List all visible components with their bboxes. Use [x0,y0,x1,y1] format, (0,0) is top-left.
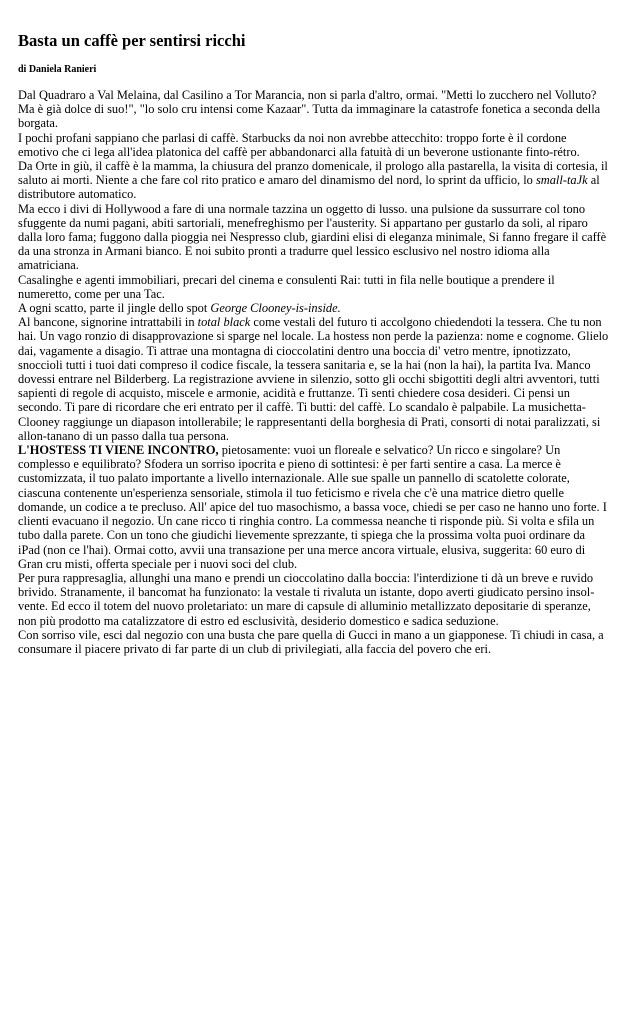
article-paragraph [18,88,610,131]
article-paragraph [18,443,610,571]
article-paragraph [18,628,610,656]
article-title: Basta un caffè per sentirsi ricchi [18,31,246,50]
italic-text: small-taJk [535,173,588,188]
article-paragraph [18,131,610,159]
paragraph-text: Al bancone, signorine intrattabili in [18,315,198,330]
paragraph-text: Con sorriso vile, esci dal negozio con una busta che pare quella di Gucci in mano a un giapponese. Ti chiudi in casa, a consumare il piacere privato di far parte di un club di privilegiati, alla faccia del povero che eri. [18,627,604,656]
paragraph-text: al distributore automatico. [18,173,600,202]
italic-text: total black [197,315,251,330]
article-paragraph [18,315,610,443]
article-paragraph [18,301,610,315]
article-body [18,88,610,656]
paragraph-text: Per pura rappresaglia, allunghi una mano e prendi un cioccolatino dalla boccia: l'interdizione ti dà un breve e ruvido brivido. Stranamente, il bancomat ha funzionato: la vestale ti rivaluta un istante, dopo averti giudicato persino insol-vente. Ed ecco il totem del nuovo proletariato: un mare di capsule di alluminio metallizzato depositarie di speranze, non più prodotto ma catalizzatore di estro ed esclusività, desiderio domestico e sadica seduzione. [18,570,595,628]
article-paragraph [18,202,610,273]
italic-text: George Clooney-is-inside. [210,301,341,316]
paragraph-text: pietosamente: vuoi un floreale e selvatico? Un ricco e singolare? Un complesso e equilibrato? Sfodera un sorriso ipocrita e pieno di sottintesi: è per farti sentire a casa. La merce è customizzata, il tuo palato importante a livello internazionale. Alle sue spalle un pannello di scatolette colorate, ciascuna contenente un'esperienza sensoriale, stimola il tuo feticismo e rivela che c'è una matrice dietro quelle domande, un codice a te precluso. All' apice del tuo masochismo, a bassa voce, chiedi se per caso ne hanno uno forte. I clienti evacuano il negozio. Un cane ricco ti ringhia contro. La commessa neanche ti risponde più. Si volta e sfila un tubo dalla parete. Con un tono che giudichi lievemente sprezzante, ti spiega che la prossima volta puoi ordinare da iPad (non ce l'hai). Ormai cotto, avvii una transazione per una merce ancora virtuale, elusiva, suggerita: 60 euro di Gran cru misti, offerta speciale per i nuovi soci del club. [18,443,607,571]
article-paragraph [18,571,610,628]
paragraph-text: Da Orte in giù, il caffè è la mamma, la chiusura del pranzo domenicale, il prologo alla pastarella, la visita di cortesia, il saluto ai morti. Niente a che fare col rito pratico e amaro del dinamismo del nord, lo sprint da ufficio, lo [18,159,608,188]
paragraph-text: Casalinghe e agenti immobiliari, precari del cinema e consulenti Rai: tutti in fila nelle boutique a prendere il numeretto, come per una Tac. [18,272,555,301]
paragraph-text: Ma ecco i divi di Hollywood a fare di una normale tazzina un oggetto di lusso. una pulsione da sussurrare col tono sfuggente da numi pagani, abiti sartoriali, menefreghismo per l'austerity. Si appartano per gustarlo da soli, al riparo dalla loro fama; fuggono dalla pioggia nei Nespresso club, giardini elisi di eleganza minimale, Si fanno fregare il caffè da una stronza in Armani bianco. E noi subito pronti a tradurre quel lessico esclusivo nel nostro idioma alla amatriciana. [18,201,607,273]
article-paragraph [18,159,610,202]
paragraph-text: come vestali del futuro ti accolgono chiedendoti la tessera. Che tu non hai. Un vago ronzio di disapprovazione si sparge nel locale. La hostess non perde la pazienza: nome e cognome. Glielo dai, vagamente a disagio. Ti attrae una montagna di cioccolatini dentro una boccia di' vetro mentre, ipnotizzato, snoccioli tutti i tuoi dati compreso il codice fiscale, la tessera sanitaria e, se la hai (non la hai), la partita Iva. Manco dovessi entrare nel Bilderberg. La registrazione avviene in silenzio, sotto gli occhi sbigottiti degli altri avventori, tutti sapienti di regole di acquisto, miscele e armonie, acidità e fruttanze. Ti senti chiedere cosa desideri. Ci pensi un secondo. Ti pare di ricordare che eri entrato per il caffè. Ti butti: del caffè. Lo scandalo è palpabile. La musichetta-Clooney raggiunge un diapason intollerabile; le rappresentanti della borghesia di Prati, consorti di notai paralizzati, si allon-tanano di un passo dalla tua persona. [18,315,609,443]
paragraph-text: Dal Quadraro a Val Melaina, dal Casilino a Tor Marancia, non si parla d'altro, ormai. "Metti lo zucchero nel Volluto? Ma è già dolce di suo!", "lo solo cru intensi come Kazaar". Tutta da immaginare la catastrofe fonetica a seconda della borgata. [18,88,601,131]
article-paragraph [18,273,610,301]
paragraph-text: A ogni scatto, parte il jingle dello spot [18,301,211,316]
paragraph-text: I pochi profani sappiano che parlasi di caffè. Starbucks da noi non avrebbe attecchito: troppo forte è il cordone emotivo che ci lega all'idea platonica del caffè per abbandonarci alla fatuità di un beverone ustionante finto-rétro. [18,130,580,159]
article-byline: di Daniela Ranieri [18,64,97,75]
bold-lead-text: L'HOSTESS TI VIENE INCONTRO, [18,443,219,458]
